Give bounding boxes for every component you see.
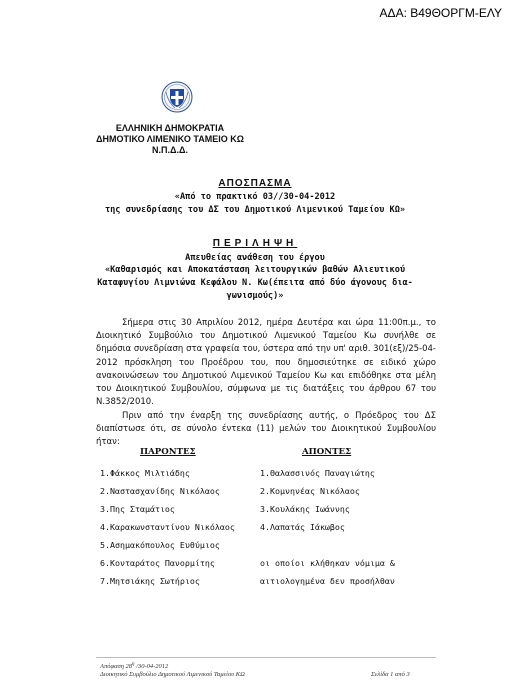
document-subtitle-2: της συνεδρίασης του ΔΣ του Δημοτικού Λιμενικού Ταμείου ΚΩ» [104, 205, 406, 215]
body-paragraph-1: Σήμερα στις 30 Απριλίου 2012, ημέρα Δευτέρα και ώρα 11:00π.μ., το Διοικητικό Συμβούλιο του Δημοτικού Λιμενικού Ταμείου Κω συνήλθε σε δημόσια συνεδρίαση στα γραφεία του, ύστερα από την υπ' αριθ. 301(εξ)/25-04-2012 πρόσκληση του Προέδρου του, που δημοσιεύτηκε σε ειδικό χώρο ανακοινώσεων του Δημοτικού Λιμενικού Ταμείου Κω και επιδόθηκε στα μέλη του Διοικητικού Συμβουλίου, σύμφωνα με τις διατάξεις του άρθρου 67 του Ν.3852/2010. [96, 318, 436, 408]
absent-note: οι οποίοι κλήθηκαν νόμιμα & [260, 558, 395, 568]
present-member: 2.Ναστασχανίδης Νικόλαος [100, 486, 220, 496]
summary-line-1: Απευθείας ανάθεση του έργου [185, 253, 325, 263]
document-title: ΑΠΟΣΠΑΣΜΑ [218, 178, 292, 189]
ada-code: ΑΔΑ: Β49ΘΟΡΓΜ-ΕΛΥ [379, 6, 502, 20]
absent-member: 2.Κομνηνέας Νικόλαος [260, 486, 360, 496]
absent-note: αιτιολογημένα δεν προσήλθαν [260, 576, 395, 586]
footer-board: Διοικητικό Συμβούλιο Δημοτικού Λιμενικού Ταμείου ΚΩ [100, 671, 245, 678]
summary-line-2: «Καθαρισμός και Αποκατάσταση λειτουργικών βαθών Αλιευτικού [104, 265, 406, 275]
summary-line-3: Καταφυγίου Λιμνιώνα Κεφάλου Ν. Κω(έπειτα από δύο άγονους δια- [97, 278, 413, 288]
footer-rule [96, 657, 436, 658]
present-member: 1.Φάκκος Μιλτιάδης [100, 468, 190, 478]
header-organization: ΔΗΜΟΤΙΚΟ ΛΙΜΕΝΙΚΟ ΤΑΜΕΙΟ ΚΩ [96, 134, 244, 144]
present-member: 7.Μητσιάκης Σωτήριος [100, 576, 200, 586]
summary-line-4: γωνισμούς)» [226, 291, 284, 301]
greek-emblem-icon [160, 80, 194, 114]
footer-decision: Απόφαση $28^\eta$ /30-04-2012 [100, 662, 169, 671]
summary-heading: ΠΕΡΙΛΗΨΗ [212, 238, 298, 249]
header-legal-form: Ν.Π.Δ.Δ. [152, 145, 188, 155]
header-country: ΕΛΛΗΝΙΚΗ ΔΗΜΟΚΡΑΤΙΑ [115, 123, 225, 133]
present-member: 5.Ασημακόπουλος Ευθύμιος [100, 540, 220, 550]
present-member: 6.Κονταράτος Πανορμίτης [100, 558, 215, 568]
absent-heading: ΑΠΟΝΤΕΣ [302, 447, 352, 457]
absent-member: 4.Λαπατάς Ιάκωβος [260, 522, 345, 532]
footer-page-number: Σελίδα 1 από 3 [371, 671, 410, 678]
present-heading: ΠΑΡΟΝΤΕΣ [140, 447, 196, 457]
absent-member: 3.Κουλάκης Ιωάννης [260, 504, 350, 514]
document-subtitle-1: «Από το πρακτικό 03//30-04-2012 [174, 192, 336, 202]
body-paragraph-2: Πριν από την έναρξη της συνεδρίασης αυτής, ο Πρόεδρος του ΔΣ διαπίστωσε ότι, σε σύνολο έντεκα (11) μελών του Διοικητικού Συμβουλίου ήταν: [96, 411, 436, 448]
absent-member: 1.Θαλασσινός Παναγιώτης [260, 468, 375, 478]
present-member: 4.Καρακωνσταντίνου Νικόλαος [100, 522, 235, 532]
present-member: 3.Πης Σταμάτιος [100, 504, 175, 514]
